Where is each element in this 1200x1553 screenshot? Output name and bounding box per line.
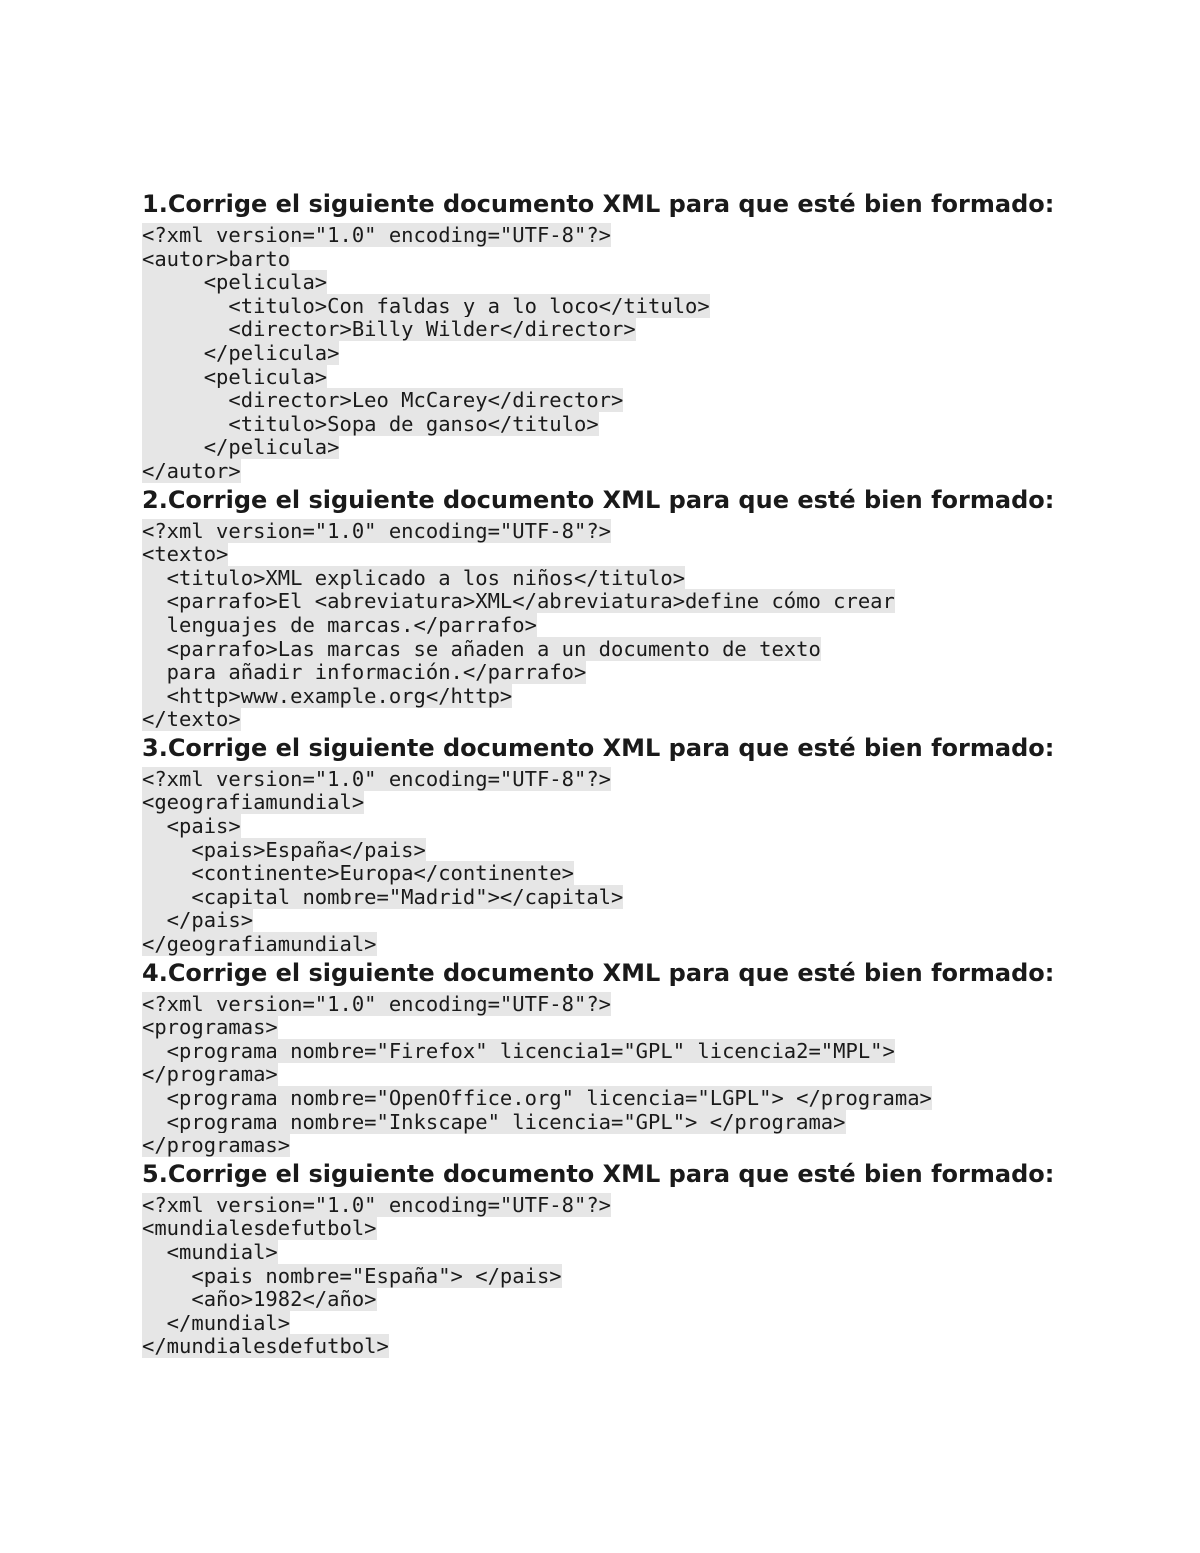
code-line: </programa> [142,1062,278,1087]
exercise-heading: 3.Corrige el siguiente documento XML para que esté bien formado: [142,733,1055,762]
code-line: <programa nombre="Inkscape" licencia="GPL"> </programa> [142,1109,846,1134]
code-line: <director>Billy Wilder</director> [142,317,636,342]
code-line: <titulo>Con faldas y a lo loco</titulo> [142,293,710,318]
xml-code-block [142,520,1142,732]
code-line: <programa nombre="Firefox" licencia1="GPL" licencia2="MPL"> [142,1038,895,1063]
code-line: <http>www.example.org</http> [142,683,513,708]
xml-code-block [142,993,1142,1158]
code-line: </geografiamundial> [142,932,377,957]
code-line: <mundial> [142,1239,278,1264]
code-line: </mundialesdefutbol> [142,1334,389,1359]
xml-code-block [142,224,1142,484]
code-line: </programas> [142,1133,291,1158]
code-line: <geografiamundial> [142,790,365,815]
code-line: <pelicula> [142,364,328,389]
code-line: <pais>España</pais> [142,837,426,862]
exercise-1 [142,188,1142,484]
code-line: <titulo>Sopa de ganso</titulo> [142,411,599,436]
code-line: <parrafo>Las marcas se añaden a un documento de texto [142,636,821,661]
code-line: <?xml version="1.0" encoding="UTF-8"?> [142,766,611,791]
exercise-heading: 4.Corrige el siguiente documento XML para que esté bien formado: [142,958,1055,987]
code-line: <pelicula> [142,270,328,295]
code-line: <autor>barto [142,246,291,271]
exercise-heading: 1.Corrige el siguiente documento XML para que esté bien formado: [142,190,1055,218]
xml-code-block [142,768,1142,957]
code-line: </autor> [142,458,241,483]
document-page [142,188,1142,1359]
code-line: <?xml version="1.0" encoding="UTF-8"?> [142,223,611,247]
code-line: <programa nombre="OpenOffice.org" licencia="LGPL"> </programa> [142,1086,932,1110]
code-line: </texto> [142,707,241,732]
code-line: <pais nombre="España"> </pais> [142,1263,562,1288]
code-line: <texto> [142,542,229,567]
exercise-heading: 5.Corrige el siguiente documento XML para que esté bien formado: [142,1159,1055,1188]
code-line: <pais> [142,814,241,839]
code-line: <parrafo>El <abreviatura>XML</abreviatura>define cómo crear [142,589,895,614]
code-line: <?xml version="1.0" encoding="UTF-8"?> [142,1192,611,1217]
code-line: <mundialesdefutbol> [142,1216,377,1241]
code-line: <continente>Europa</continente> [142,861,574,886]
code-line: <?xml version="1.0" encoding="UTF-8"?> [142,991,611,1016]
exercise-4 [142,957,1142,1158]
code-line: <titulo>XML explicado a los niños</titulo> [142,565,686,590]
exercise-2 [142,484,1142,732]
code-line: para añadir información.</parrafo> [142,660,587,685]
code-line: </mundial> [142,1310,291,1335]
exercise-3 [142,732,1142,957]
code-line: <capital nombre="Madrid"></capital> [142,884,624,909]
xml-code-block [142,1194,1142,1359]
code-line: lenguajes de marcas.</parrafo> [142,612,537,637]
exercise-5 [142,1158,1142,1359]
code-line: </pelicula> [142,340,340,365]
code-line: </pais> [142,908,254,933]
code-line: <año>1982</año> [142,1287,377,1312]
code-line: <?xml version="1.0" encoding="UTF-8"?> [142,518,611,543]
code-line: <director>Leo McCarey</director> [142,388,624,413]
code-line: <programas> [142,1015,278,1040]
exercise-heading: 2.Corrige el siguiente documento XML para que esté bien formado: [142,485,1055,514]
code-line: </pelicula> [142,435,340,460]
